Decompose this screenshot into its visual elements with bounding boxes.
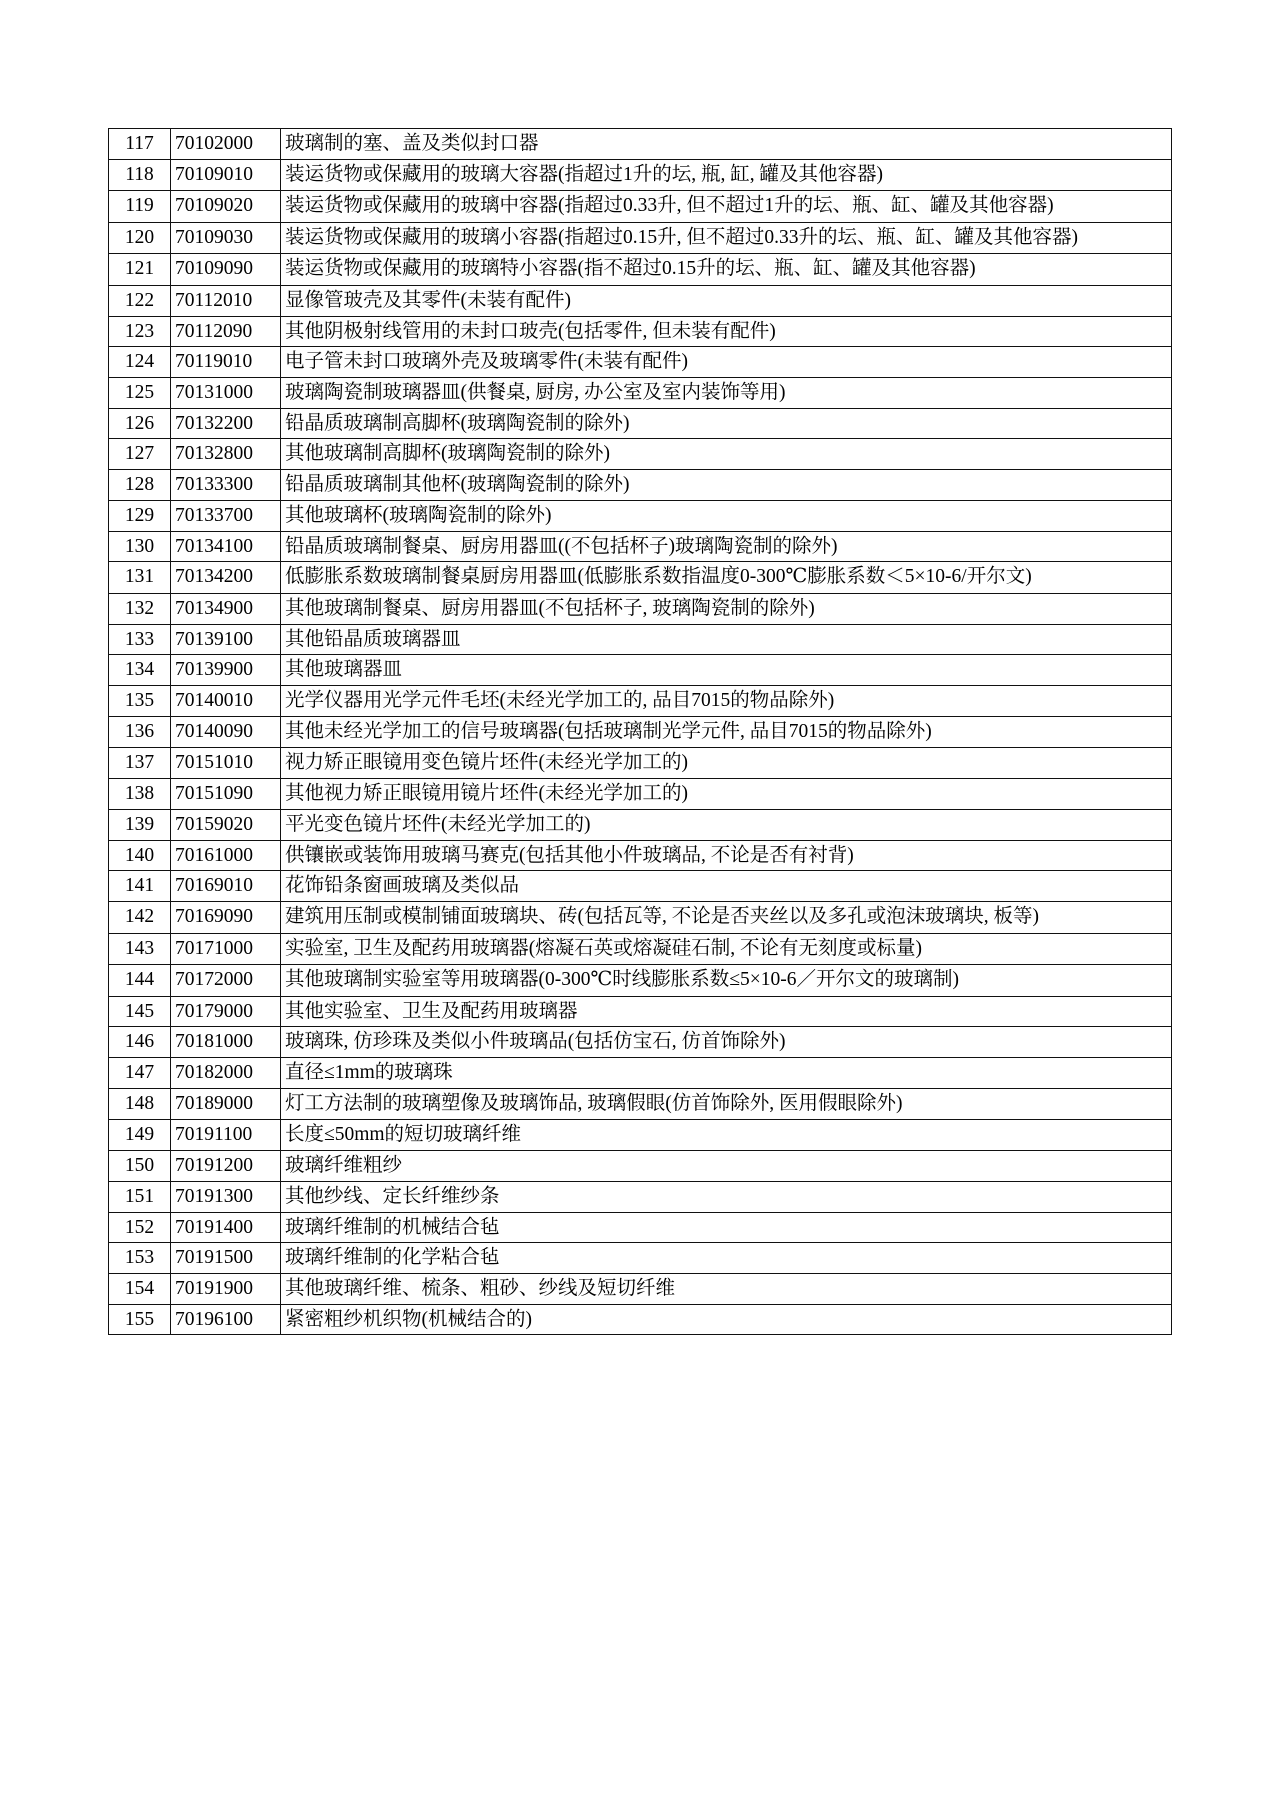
row-description-cell: 玻璃纤维制的机械结合毡 — [281, 1212, 1172, 1243]
table-row — [109, 1058, 1172, 1089]
table-row — [109, 871, 1172, 902]
table-row — [109, 840, 1172, 871]
table-row — [109, 593, 1172, 624]
row-index-cell: 146 — [109, 1027, 171, 1058]
row-index-cell: 123 — [109, 316, 171, 347]
row-description-cell: 铅晶质玻璃制餐桌、厨房用器皿((不包括杯子)玻璃陶瓷制的除外) — [281, 531, 1172, 562]
table-row — [109, 779, 1172, 810]
row-description-cell: 其他铅晶质玻璃器皿 — [281, 624, 1172, 655]
table-row — [109, 316, 1172, 347]
tariff-table-body — [109, 129, 1172, 1335]
row-index-cell: 137 — [109, 748, 171, 779]
row-description-cell: 光学仪器用光学元件毛坯(未经光学加工的, 品目7015的物品除外) — [281, 686, 1172, 717]
row-code-cell: 70109020 — [171, 191, 281, 223]
row-code-cell: 70182000 — [171, 1058, 281, 1089]
table-row — [109, 285, 1172, 316]
table-row — [109, 1212, 1172, 1243]
table-row — [109, 716, 1172, 748]
row-index-cell: 133 — [109, 624, 171, 655]
row-description-cell: 装运货物或保藏用的玻璃小容器(指超过0.15升, 但不超过0.33升的坛、瓶、缸、罐及其他容器) — [281, 222, 1172, 254]
row-index-cell: 117 — [109, 129, 171, 160]
row-description-cell: 直径≤1mm的玻璃珠 — [281, 1058, 1172, 1089]
row-code-cell: 70191200 — [171, 1151, 281, 1182]
table-row — [109, 1120, 1172, 1151]
row-index-cell: 125 — [109, 378, 171, 409]
row-index-cell: 141 — [109, 871, 171, 902]
table-row — [109, 809, 1172, 840]
row-description-cell: 铅晶质玻璃制高脚杯(玻璃陶瓷制的除外) — [281, 408, 1172, 439]
row-code-cell: 70133700 — [171, 500, 281, 531]
row-index-cell: 119 — [109, 191, 171, 223]
table-row — [109, 222, 1172, 254]
row-code-cell: 70169090 — [171, 902, 281, 934]
table-row — [109, 347, 1172, 378]
table-row — [109, 129, 1172, 160]
row-index-cell: 122 — [109, 285, 171, 316]
row-description-cell: 其他玻璃制实验室等用玻璃器(0-300℃时线膨胀系数≤5×10-6／开尔文的玻璃制) — [281, 965, 1172, 997]
row-code-cell: 70112090 — [171, 316, 281, 347]
row-code-cell: 70181000 — [171, 1027, 281, 1058]
row-description-cell: 紧密粗纱机织物(机械结合的) — [281, 1304, 1172, 1335]
row-index-cell: 150 — [109, 1151, 171, 1182]
row-code-cell: 70134100 — [171, 531, 281, 562]
row-index-cell: 128 — [109, 470, 171, 501]
row-code-cell: 70112010 — [171, 285, 281, 316]
row-code-cell: 70189000 — [171, 1088, 281, 1120]
table-row — [109, 655, 1172, 686]
row-index-cell: 147 — [109, 1058, 171, 1089]
table-row — [109, 933, 1172, 965]
row-code-cell: 70140010 — [171, 686, 281, 717]
row-description-cell: 铅晶质玻璃制其他杯(玻璃陶瓷制的除外) — [281, 470, 1172, 501]
table-row — [109, 686, 1172, 717]
row-code-cell: 70169010 — [171, 871, 281, 902]
row-code-cell: 70109030 — [171, 222, 281, 254]
row-code-cell: 70159020 — [171, 809, 281, 840]
table-row — [109, 378, 1172, 409]
row-index-cell: 130 — [109, 531, 171, 562]
table-row — [109, 254, 1172, 286]
row-code-cell: 70109010 — [171, 159, 281, 191]
row-index-cell: 142 — [109, 902, 171, 934]
row-index-cell: 138 — [109, 779, 171, 810]
row-description-cell: 其他阴极射线管用的未封口玻壳(包括零件, 但未装有配件) — [281, 316, 1172, 347]
table-row — [109, 965, 1172, 997]
row-code-cell: 70102000 — [171, 129, 281, 160]
table-row — [109, 996, 1172, 1027]
row-index-cell: 127 — [109, 439, 171, 470]
row-description-cell: 其他视力矫正眼镜用镜片坯件(未经光学加工的) — [281, 779, 1172, 810]
table-row — [109, 902, 1172, 934]
table-row — [109, 1273, 1172, 1304]
table-row — [109, 500, 1172, 531]
row-code-cell: 70161000 — [171, 840, 281, 871]
row-index-cell: 151 — [109, 1181, 171, 1212]
table-row — [109, 439, 1172, 470]
row-description-cell: 其他纱线、定长纤维纱条 — [281, 1181, 1172, 1212]
table-row — [109, 191, 1172, 223]
row-code-cell: 70131000 — [171, 378, 281, 409]
row-index-cell: 135 — [109, 686, 171, 717]
row-description-cell: 长度≤50mm的短切玻璃纤维 — [281, 1120, 1172, 1151]
tariff-table — [108, 128, 1172, 1335]
row-code-cell: 70191900 — [171, 1273, 281, 1304]
row-code-cell: 70151010 — [171, 748, 281, 779]
row-code-cell: 70140090 — [171, 716, 281, 748]
row-code-cell: 70139900 — [171, 655, 281, 686]
table-row — [109, 1181, 1172, 1212]
row-description-cell: 显像管玻壳及其零件(未装有配件) — [281, 285, 1172, 316]
row-description-cell: 玻璃纤维制的化学粘合毡 — [281, 1243, 1172, 1274]
row-code-cell: 70132200 — [171, 408, 281, 439]
row-code-cell: 70179000 — [171, 996, 281, 1027]
row-code-cell: 70171000 — [171, 933, 281, 965]
row-index-cell: 148 — [109, 1088, 171, 1120]
row-description-cell: 灯工方法制的玻璃塑像及玻璃饰品, 玻璃假眼(仿首饰除外, 医用假眼除外) — [281, 1088, 1172, 1120]
row-index-cell: 153 — [109, 1243, 171, 1274]
row-description-cell: 其他玻璃杯(玻璃陶瓷制的除外) — [281, 500, 1172, 531]
row-code-cell: 70119010 — [171, 347, 281, 378]
table-row — [109, 1027, 1172, 1058]
row-code-cell: 70151090 — [171, 779, 281, 810]
table-row — [109, 1243, 1172, 1274]
row-index-cell: 124 — [109, 347, 171, 378]
row-index-cell: 144 — [109, 965, 171, 997]
row-description-cell: 平光变色镜片坯件(未经光学加工的) — [281, 809, 1172, 840]
row-code-cell: 70133300 — [171, 470, 281, 501]
row-description-cell: 实验室, 卫生及配药用玻璃器(熔凝石英或熔凝硅石制, 不论有无刻度或标量) — [281, 933, 1172, 965]
table-row — [109, 408, 1172, 439]
row-code-cell: 70109090 — [171, 254, 281, 286]
row-index-cell: 132 — [109, 593, 171, 624]
row-index-cell: 136 — [109, 716, 171, 748]
row-code-cell: 70139100 — [171, 624, 281, 655]
table-row — [109, 1304, 1172, 1335]
row-index-cell: 140 — [109, 840, 171, 871]
row-index-cell: 154 — [109, 1273, 171, 1304]
row-code-cell: 70191400 — [171, 1212, 281, 1243]
row-description-cell: 低膨胀系数玻璃制餐桌厨房用器皿(低膨胀系数指温度0-300℃膨胀系数＜5×10-6/开尔文) — [281, 562, 1172, 594]
table-row — [109, 159, 1172, 191]
row-description-cell: 玻璃制的塞、盖及类似封口器 — [281, 129, 1172, 160]
row-code-cell: 70172000 — [171, 965, 281, 997]
row-code-cell: 70196100 — [171, 1304, 281, 1335]
row-description-cell: 其他玻璃制餐桌、厨房用器皿(不包括杯子, 玻璃陶瓷制的除外) — [281, 593, 1172, 624]
row-index-cell: 139 — [109, 809, 171, 840]
row-description-cell: 玻璃陶瓷制玻璃器皿(供餐桌, 厨房, 办公室及室内装饰等用) — [281, 378, 1172, 409]
row-code-cell: 70134200 — [171, 562, 281, 594]
table-row — [109, 1088, 1172, 1120]
row-description-cell: 电子管未封口玻璃外壳及玻璃零件(未装有配件) — [281, 347, 1172, 378]
row-index-cell: 131 — [109, 562, 171, 594]
row-description-cell: 装运货物或保藏用的玻璃特小容器(指不超过0.15升的坛、瓶、缸、罐及其他容器) — [281, 254, 1172, 286]
row-index-cell: 155 — [109, 1304, 171, 1335]
row-index-cell: 121 — [109, 254, 171, 286]
table-row — [109, 470, 1172, 501]
row-index-cell: 145 — [109, 996, 171, 1027]
row-index-cell: 143 — [109, 933, 171, 965]
row-description-cell: 视力矫正眼镜用变色镜片坯件(未经光学加工的) — [281, 748, 1172, 779]
row-index-cell: 126 — [109, 408, 171, 439]
table-row — [109, 531, 1172, 562]
row-index-cell: 134 — [109, 655, 171, 686]
row-description-cell: 玻璃珠, 仿珍珠及类似小件玻璃品(包括仿宝石, 仿首饰除外) — [281, 1027, 1172, 1058]
row-description-cell: 其他玻璃制高脚杯(玻璃陶瓷制的除外) — [281, 439, 1172, 470]
row-code-cell: 70191500 — [171, 1243, 281, 1274]
row-index-cell: 129 — [109, 500, 171, 531]
row-code-cell: 70132800 — [171, 439, 281, 470]
table-row — [109, 562, 1172, 594]
row-index-cell: 120 — [109, 222, 171, 254]
row-description-cell: 建筑用压制或模制铺面玻璃块、砖(包括瓦等, 不论是否夹丝以及多孔或泡沫玻璃块, 板等) — [281, 902, 1172, 934]
table-row — [109, 748, 1172, 779]
row-description-cell: 其他玻璃器皿 — [281, 655, 1172, 686]
row-description-cell: 其他玻璃纤维、梳条、粗砂、纱线及短切纤维 — [281, 1273, 1172, 1304]
row-index-cell: 149 — [109, 1120, 171, 1151]
row-code-cell: 70191100 — [171, 1120, 281, 1151]
row-description-cell: 其他未经光学加工的信号玻璃器(包括玻璃制光学元件, 品目7015的物品除外) — [281, 716, 1172, 748]
row-index-cell: 118 — [109, 159, 171, 191]
row-description-cell: 装运货物或保藏用的玻璃大容器(指超过1升的坛, 瓶, 缸, 罐及其他容器) — [281, 159, 1172, 191]
row-description-cell: 供镶嵌或装饰用玻璃马赛克(包括其他小件玻璃品, 不论是否有衬背) — [281, 840, 1172, 871]
row-description-cell: 花饰铅条窗画玻璃及类似品 — [281, 871, 1172, 902]
row-index-cell: 152 — [109, 1212, 171, 1243]
row-description-cell: 其他实验室、卫生及配药用玻璃器 — [281, 996, 1172, 1027]
row-code-cell: 70134900 — [171, 593, 281, 624]
row-description-cell: 装运货物或保藏用的玻璃中容器(指超过0.33升, 但不超过1升的坛、瓶、缸、罐及其他容器) — [281, 191, 1172, 223]
table-row — [109, 1151, 1172, 1182]
row-code-cell: 70191300 — [171, 1181, 281, 1212]
row-description-cell: 玻璃纤维粗纱 — [281, 1151, 1172, 1182]
table-row — [109, 624, 1172, 655]
